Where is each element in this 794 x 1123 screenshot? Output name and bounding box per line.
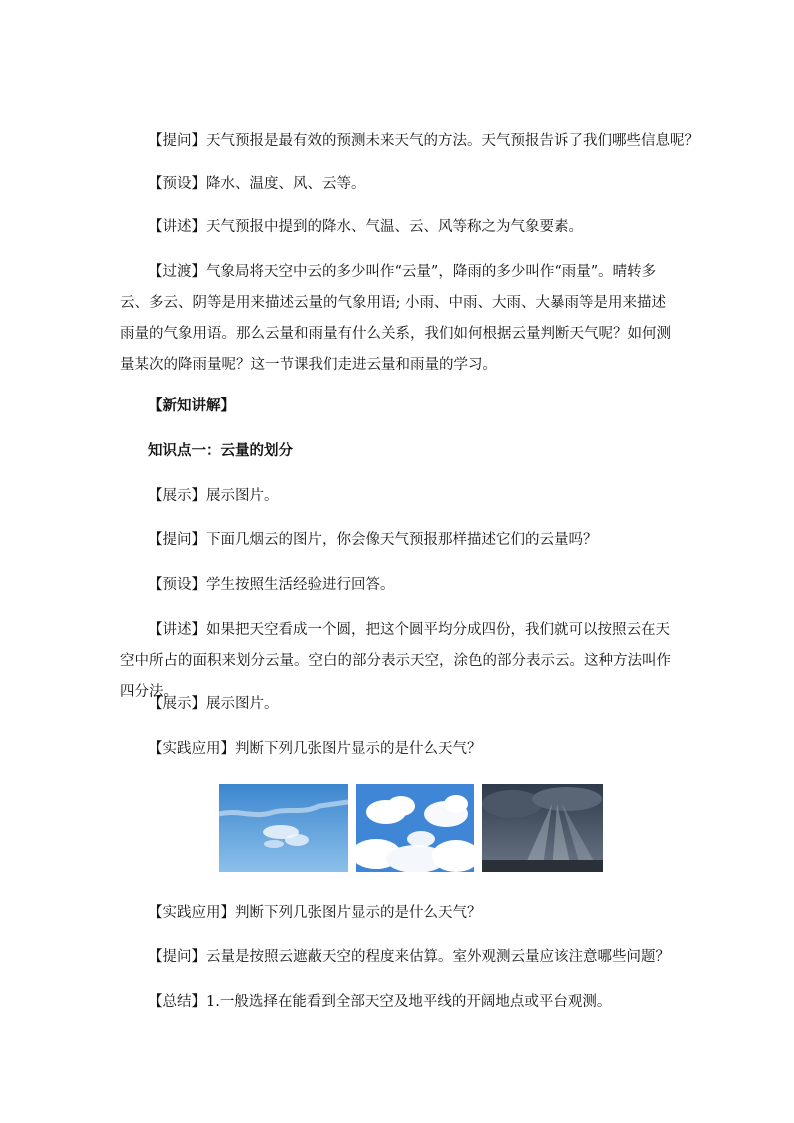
knowledge-point-title: 知识点一：云量的划分 bbox=[148, 442, 293, 459]
clear-sky-photo bbox=[219, 784, 348, 872]
line-practice-2: 【实践应用】判断下列几张图片显示的是什么天气？ bbox=[148, 905, 482, 921]
line-preset-answer: 【预设】学生按照生活经验进行回答。 bbox=[148, 577, 395, 593]
line-show-picture: 【展示】展示图片。 bbox=[148, 488, 279, 504]
line-ask-forecast: 【提问】天气预报是最有效的预测未来天气的方法。天气预报告诉了我们哪些信息呢？ bbox=[148, 133, 699, 149]
line-ask-cloud-amount: 【提问】下面几烟云的图片，你会像天气预报那样描述它们的云量吗？ bbox=[148, 532, 598, 548]
line-practice-1: 【实践应用】判断下列几张图片显示的是什么天气？ bbox=[148, 741, 482, 757]
line-show-picture-2: 【展示】展示图片。 bbox=[148, 696, 279, 712]
line-ask-observation: 【提问】云量是按照云遮蔽天空的程度来估算。室外观测云量应该注意哪些问题？ bbox=[148, 949, 670, 965]
cumulus-clouds-photo bbox=[356, 784, 474, 872]
paragraph-transition: 【过渡】气象局将天空中云的多少叫作“云量”，降雨的多少叫作“雨量”。晴转多云、多云、阴等是用来描述云量的气象用语; 小雨、中雨、大雨、大暴雨等是用来描述雨量的气象用语。那么云量和雨量有什么关系，我们如何根据云量判断天气呢？如何测量某次的降雨量呢？这一节课我们走进云量和雨量的学习。 bbox=[120, 264, 671, 373]
line-preset-elements: 【预设】降水、温度、风、云等。 bbox=[148, 176, 366, 192]
overcast-sky-photo bbox=[482, 784, 603, 872]
paragraph-explain-quarter: 【讲述】如果把天空看成一个圆，把这个圆平均分成四份，我们就可以按照云在天空中所占的面积来划分云量。空白的部分表示天空，涂色的部分表示云。这种方法叫作四分法。 bbox=[120, 622, 671, 700]
line-summary: 【总结】1.一般选择在能看到全部天空及地平线的开阔地点或平台观测。 bbox=[148, 994, 612, 1010]
section-heading: 【新知讲解】 bbox=[148, 397, 235, 414]
line-explain-elements: 【讲述】天气预报中提到的降水、气温、云、风等称之为气象要素。 bbox=[148, 219, 583, 235]
